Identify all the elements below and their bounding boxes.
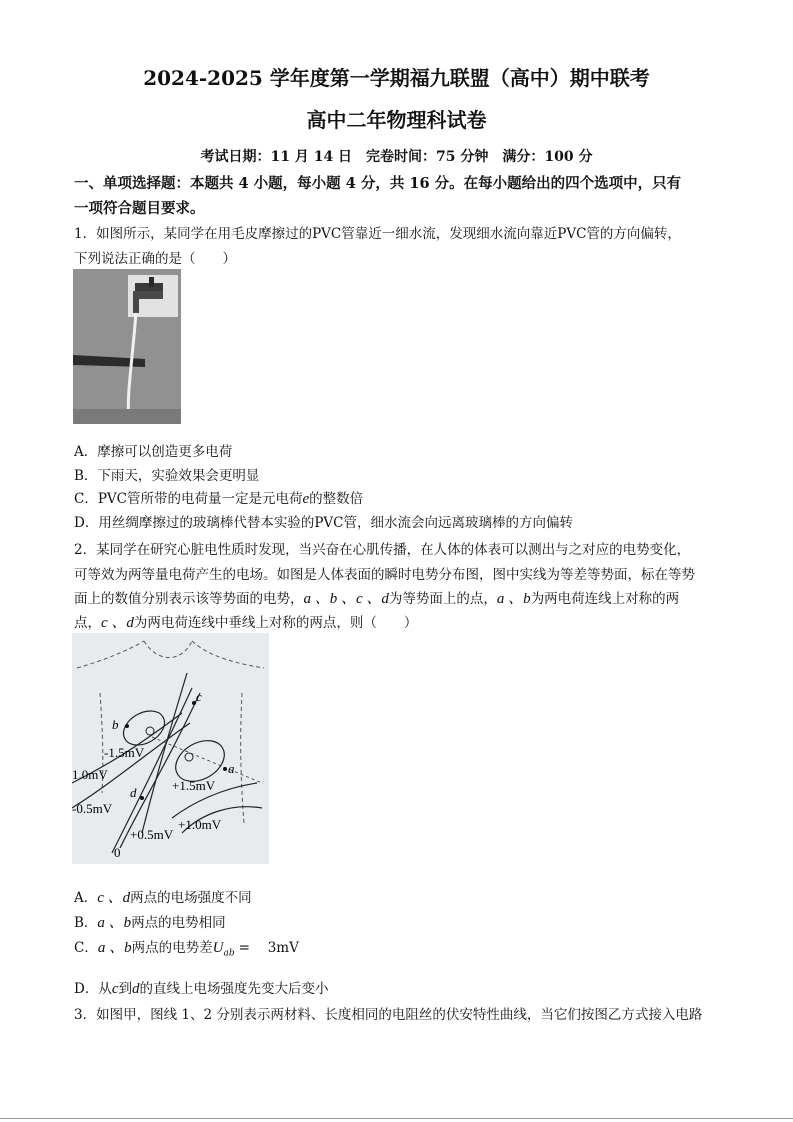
label-neg15: -1.5mV [104,745,145,760]
page-bottom-divider [0,1118,793,1119]
q3-stem-line1: 3．如图甲，图线 1、2 分别表示两材料、长度相同的电阻丝的伏安特性曲线，当它们按图乙方式接入电路 [74,1007,703,1023]
q2-line4-vars: c 、d [101,615,134,631]
q2-option-b[interactable] [74,911,226,932]
q1-stem-line2: 下列说法正确的是（ ） [74,251,236,267]
q2-stem-line2: 可等效为两等量电荷产生的电场。如图是人体表面的瞬时电势分布图，图中实线为等差等势面，标在等势 [74,567,695,583]
faucet-photo-graphic [73,269,181,424]
q2-c-vars: a 、b [97,940,132,956]
label-neg05: -0.5mV [72,801,113,816]
label-pos05: +0.5mV [130,827,174,842]
q2-line3-c: 为两电荷连线上对称的两 [530,591,680,607]
q2-option-d[interactable] [74,977,329,998]
label-d: d [130,785,137,800]
q2-a-text: 两点的电场强度不同 [130,890,252,906]
section-heading-cont: 一项符合题目要求。 [74,200,205,217]
q1-option-c-text: C．PVC管所带的电荷量一定是元电荷 [74,491,303,507]
q2-d-post: 的直线上电场强度先变大后变小 [139,981,329,997]
q1-option-a[interactable]: A．摩擦可以创造更多电荷 [74,444,233,460]
q1-option-c-var: e [302,491,310,507]
q2-b-vars: a 、b [97,915,132,931]
label-c: c [196,689,202,704]
q2-stem-line3 [74,587,679,608]
q2-a-vars: c 、d [97,890,131,906]
exam-subtitle: 高中二年物理科试卷 [306,108,487,132]
q2-option-a[interactable] [74,886,252,907]
q1-figure-faucet-photo [73,269,181,424]
q1-option-d[interactable]: D．用丝绸摩擦过的玻璃棒代替本实验的PVC管，细水流会向远离玻璃棒的方向偏转 [74,515,573,531]
q2-figure-potential-map [72,633,269,864]
q2-line3-vars: a 、b 、c 、d [303,591,389,607]
label-pos10: +1.0mV [178,817,222,832]
label-neg10: 1.0mV [72,767,108,782]
q1-stem-line1: 1．如图所示，某同学在用毛皮摩擦过的PVC管靠近一细水流，发现细水流向靠近PVC管的方向偏转， [74,226,681,242]
label-zero: 0 [114,845,121,860]
q2-c-value: = 3mV [238,940,299,956]
q2-line3-b: 为等势面上的点， [388,591,497,607]
q2-line3-a: 面上的数值分别表示该等势面的电势， [74,591,304,607]
q2-line4-b: 为两电荷连线中垂线上对称的两点，则（ ） [133,615,418,631]
q2-line4-a: 点， [74,615,101,631]
q2-stem-line4 [74,611,417,632]
q2-a-label: A． [74,890,98,906]
q2-c-label: C． [74,940,98,956]
q2-c-text: 两点的电势差 [131,940,213,956]
exam-title: 2024-2025 学年度第一学期福九联盟（高中）期中联考 [143,66,650,90]
q2-d-pre: D．从 [74,981,112,997]
section-heading: 一、单项选择题：本题共 4 小题，每小题 4 分，共 16 分。在每小题给出的四个选项中，只有 [74,175,682,192]
label-a: a [228,761,235,776]
q2-b-text: 两点的电势相同 [131,915,226,931]
q2-c-sub: ab [223,948,235,959]
q2-option-c[interactable] [74,936,299,959]
q2-line3-vars2: a 、b [496,591,531,607]
potential-map-graphic [72,633,269,864]
q2-stem-line1: 2．某同学在研究心脏电性质时发现，当兴奋在心肌传播，在人体的体表可以测出与之对应的电势变化， [74,542,691,558]
q2-c-U: U [212,940,224,956]
q1-option-c-text2: 的整数倍 [309,491,364,507]
q2-d-mid: 到 [118,981,132,997]
exam-info: 考试日期：11 月 14 日 完卷时间：75 分钟 满分：100 分 [200,149,593,165]
label-b: b [112,717,119,732]
q2-d-c: c [111,981,119,997]
q1-option-b[interactable]: B．下雨天，实验效果会更明显 [74,468,260,484]
label-pos15: +1.5mV [172,778,216,793]
q2-b-label: B． [74,915,98,931]
q2-d-d: d [132,981,140,997]
q1-option-c[interactable] [74,487,363,508]
